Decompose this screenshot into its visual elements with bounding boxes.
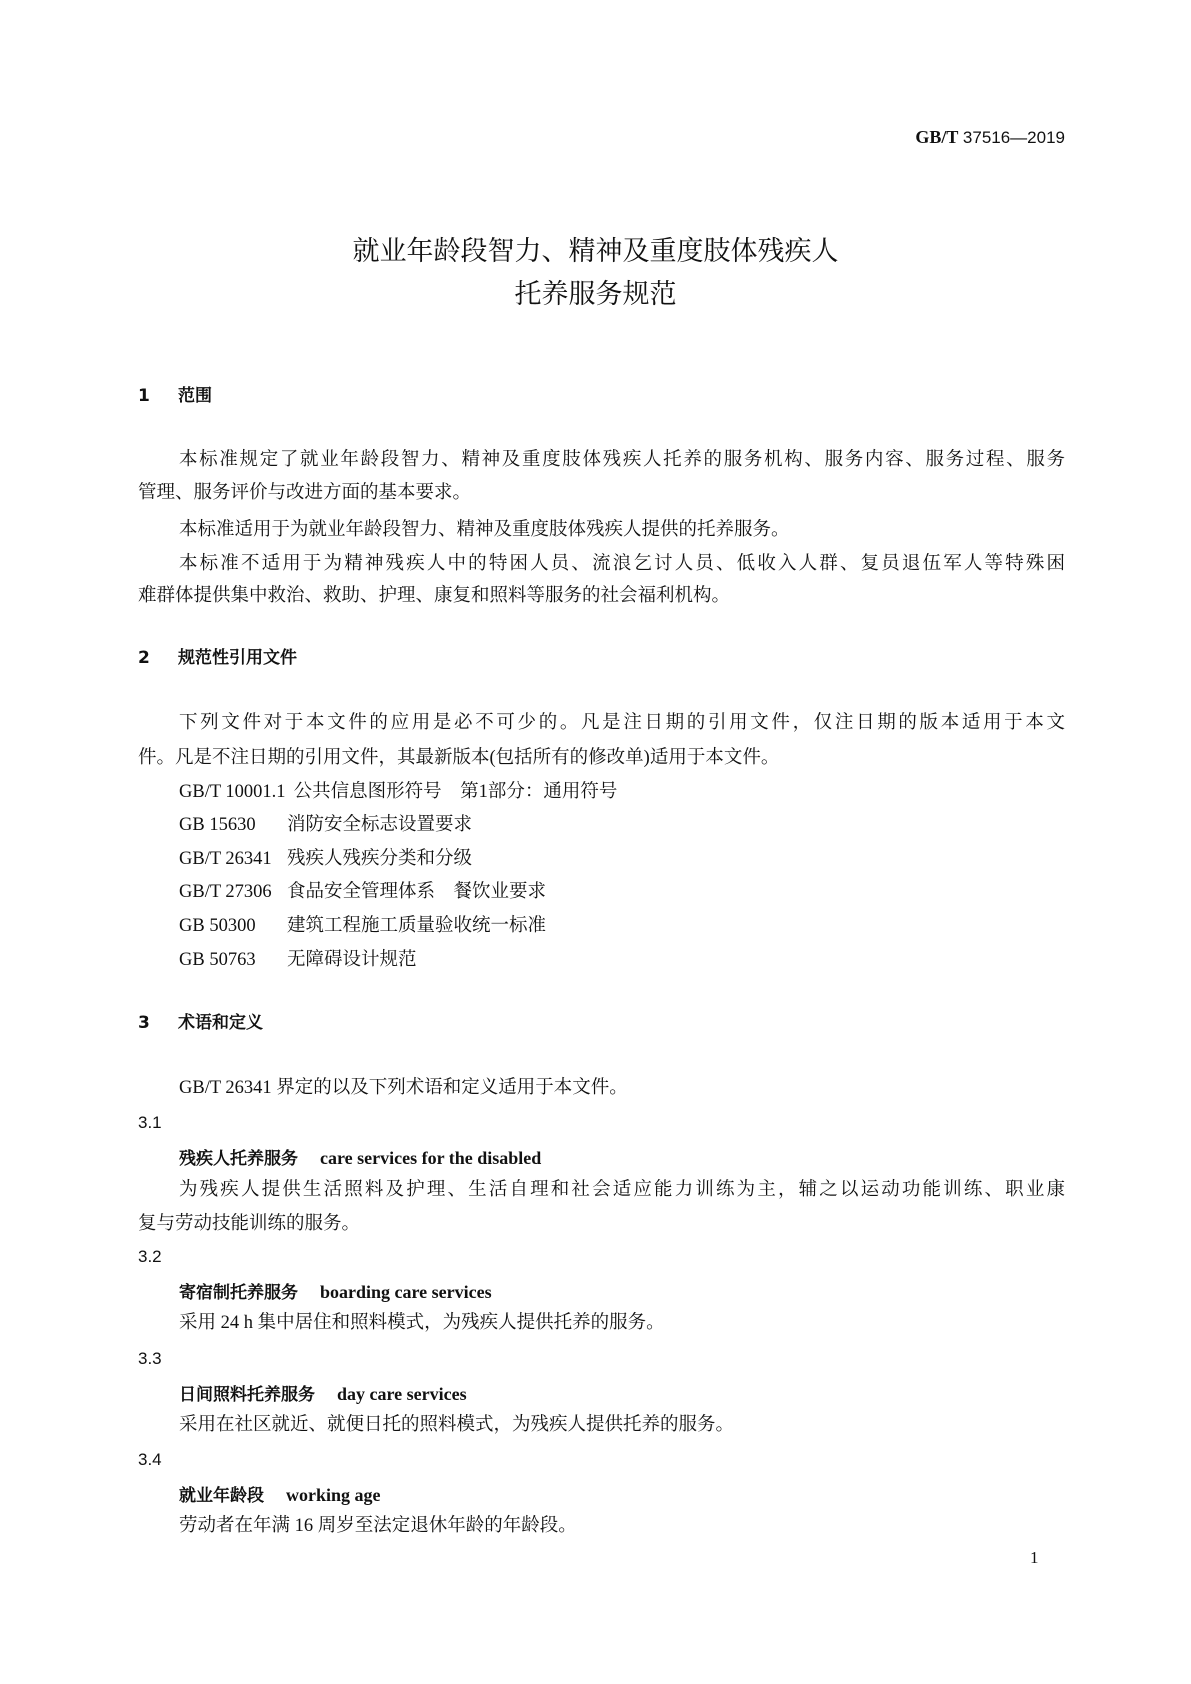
- reference-item: [179, 780, 1065, 804]
- reference-code: GB/T 27306: [179, 882, 272, 902]
- term-heading: [179, 1146, 1065, 1171]
- section-2-heading: [138, 646, 1065, 670]
- reference-title: 公共信息图形符号 第1部分：通用符号: [293, 782, 618, 802]
- reference-item: [179, 914, 1065, 938]
- standard-code-prefix: GB/T: [915, 127, 959, 147]
- reference-code: GB/T 10001.1: [179, 782, 286, 802]
- paragraph-line: 本标准规定了就业年龄段智力、精神及重度肢体残疾人托养的服务机构、服务内容、服务过程、服务: [179, 450, 1065, 470]
- reference-code: GB 50300: [179, 916, 256, 936]
- term-zh: 日间照料托养服务: [179, 1385, 315, 1405]
- term-number: 3.4: [138, 1450, 162, 1469]
- term-heading: [179, 1280, 1065, 1305]
- section-1-heading: [138, 384, 1065, 408]
- document-title-line1: 就业年龄段智力、精神及重度肢体残疾人: [352, 236, 839, 267]
- term-zh: 就业年龄段: [179, 1486, 264, 1506]
- term-heading: [179, 1483, 1065, 1508]
- term-number: 3.1: [138, 1113, 162, 1132]
- reference-item: [179, 813, 1065, 837]
- standard-code-number: 37516—2019: [962, 128, 1065, 147]
- reference-title: 食品安全管理体系 餐饮业要求: [287, 882, 547, 902]
- section-title: 术语和定义: [178, 1013, 263, 1033]
- reference-code: GB 15630: [179, 815, 256, 835]
- section-title: 范围: [178, 386, 212, 406]
- term-definition: 采用 24 h 集中居住和照料模式，为残疾人提供托养的服务。: [179, 1313, 665, 1333]
- paragraph-line: 管理、服务评价与改进方面的基本要求。: [138, 483, 472, 503]
- reference-title: 建筑工程施工质量验收统一标准: [287, 916, 547, 936]
- document-header: [915, 127, 1065, 148]
- term-number: 3.2: [138, 1247, 162, 1266]
- paragraph-line: 难群体提供集中救治、救助、护理、康复和照料等服务的社会福利机构。: [138, 586, 731, 606]
- reference-item: [179, 948, 1065, 972]
- page-number: 1: [1030, 1548, 1039, 1567]
- term-definition: 采用在社区就近、就便日托的照料模式，为残疾人提供托养的服务。: [179, 1415, 735, 1435]
- section-number: 3: [138, 1013, 150, 1033]
- paragraph-line: 件。凡是不注日期的引用文件，其最新版本(包括所有的修改单)适用于本文件。: [138, 748, 780, 768]
- paragraph-line: 本标准适用于为就业年龄段智力、精神及重度肢体残疾人提供的托养服务。: [179, 520, 790, 540]
- reference-code: GB/T 26341: [179, 849, 272, 869]
- reference-item: [179, 847, 1065, 871]
- term-zh: 残疾人托养服务: [179, 1149, 298, 1169]
- term-en: day care services: [337, 1384, 467, 1404]
- term-en: boarding care services: [320, 1282, 492, 1302]
- term-number: 3.3: [138, 1349, 162, 1368]
- section-3-heading: [138, 1011, 1065, 1035]
- paragraph-line: GB/T 26341 界定的以及下列术语和定义适用于本文件。: [179, 1078, 628, 1098]
- reference-code: GB 50763: [179, 950, 256, 970]
- document-title-line2: 托养服务规范: [514, 279, 677, 310]
- term-definition: 复与劳动技能训练的服务。: [138, 1214, 361, 1234]
- term-definition: 为残疾人提供生活照料及护理、生活自理和社会适应能力训练为主，辅之以运动功能训练、职业康: [179, 1180, 1065, 1200]
- reference-item: [179, 880, 1065, 904]
- term-heading: [179, 1382, 1065, 1407]
- section-number: 1: [138, 386, 150, 406]
- paragraph-line: 下列文件对于本文件的应用是必不可少的。凡是注日期的引用文件，仅注日期的版本适用于本文: [179, 713, 1065, 733]
- section-title: 规范性引用文件: [178, 648, 297, 668]
- paragraph-line: 本标准不适用于为精神残疾人中的特困人员、流浪乞讨人员、低收入人群、复员退伍军人等特殊困: [179, 554, 1065, 574]
- term-en: working age: [286, 1485, 381, 1505]
- reference-title: 残疾人残疾分类和分级: [287, 849, 473, 869]
- term-zh: 寄宿制托养服务: [179, 1283, 298, 1303]
- term-definition: 劳动者在年满 16 周岁至法定退休年龄的年龄段。: [179, 1516, 577, 1536]
- term-en: care services for the disabled: [320, 1148, 542, 1168]
- reference-title: 无障碍设计规范: [287, 950, 417, 970]
- reference-title: 消防安全标志设置要求: [287, 815, 473, 835]
- section-number: 2: [138, 648, 150, 668]
